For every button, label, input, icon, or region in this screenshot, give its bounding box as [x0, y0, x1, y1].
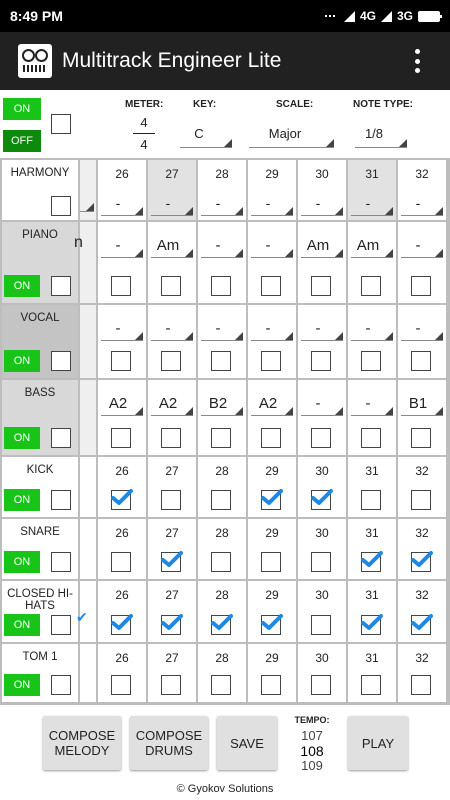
column-number: 28 [215, 167, 229, 181]
step-checkbox[interactable] [161, 675, 181, 695]
step-checkbox[interactable] [361, 428, 381, 448]
column-number: 27 [165, 588, 179, 602]
column-number: 32 [415, 588, 429, 602]
chord-select[interactable] [401, 192, 443, 216]
track-on-button[interactable]: ON [4, 674, 40, 696]
step-checkbox[interactable] [161, 428, 181, 448]
chord-select[interactable] [351, 317, 393, 341]
tempo-next: 109 [301, 758, 323, 773]
column-number: 28 [215, 588, 229, 602]
step-checkbox[interactable] [411, 552, 431, 572]
partial-chord: n [74, 234, 83, 251]
checkmark-icon [411, 613, 433, 636]
chord-select[interactable] [201, 192, 243, 216]
chord-value: A2 [108, 395, 128, 412]
column-number: 31 [365, 526, 379, 540]
checkmark-icon [111, 613, 133, 636]
column-number: 28 [215, 651, 229, 665]
chord-value: - [165, 320, 171, 337]
chord-select[interactable] [301, 392, 343, 416]
column-number: 32 [415, 464, 429, 478]
step-checkbox[interactable] [361, 675, 381, 695]
step-checkbox[interactable] [411, 615, 431, 635]
partial-column-cell [74, 222, 96, 303]
network-2: 3G [396, 9, 413, 23]
column-number: 30 [315, 167, 329, 181]
track-on-button[interactable]: ON [4, 350, 40, 372]
tempo-value: 108 [300, 743, 324, 759]
chord-select[interactable] [401, 392, 443, 416]
column-number: 26 [115, 167, 129, 181]
meter-divider [133, 133, 155, 134]
chord-value: - [265, 237, 271, 254]
column-number: 32 [415, 167, 429, 181]
column-number: 29 [265, 651, 279, 665]
column-number: 29 [265, 167, 279, 181]
column-number: 28 [215, 464, 229, 478]
meter-label: METER: [125, 99, 164, 110]
battery-icon [418, 11, 440, 22]
step-checkbox[interactable] [211, 615, 231, 635]
chord-value: Am [356, 237, 380, 254]
track-checkbox[interactable] [51, 615, 71, 635]
chord-select[interactable] [151, 192, 193, 216]
chord-select[interactable] [101, 192, 143, 216]
track-checkbox[interactable] [51, 490, 71, 510]
chord-value: B2 [208, 395, 228, 412]
partial-column-cell [80, 644, 96, 702]
checkmark-icon [361, 613, 383, 636]
column-number: 27 [165, 651, 179, 665]
chord-select[interactable] [101, 317, 143, 341]
status-icons [325, 9, 440, 23]
column-number: 30 [315, 526, 329, 540]
track-name-4: KICK [26, 464, 54, 476]
partial-column-cell [76, 581, 96, 642]
chord-value: - [265, 320, 271, 337]
track-on-button[interactable]: ON [4, 275, 40, 297]
checkmark-icon [211, 613, 233, 636]
column-number: 29 [265, 526, 279, 540]
step-checkbox[interactable] [261, 675, 281, 695]
step-checkbox[interactable] [111, 490, 131, 510]
app-bar [0, 32, 450, 90]
track-name-1: PIANO [22, 229, 58, 241]
partial-column-cell [80, 305, 96, 378]
chord-value: - [415, 195, 421, 211]
step-checkbox[interactable] [111, 428, 131, 448]
column-number: 26 [115, 588, 129, 602]
step-checkbox[interactable] [411, 490, 431, 510]
step-checkbox[interactable] [411, 351, 431, 371]
partial-column-cell [80, 160, 96, 220]
column-number: 31 [365, 588, 379, 602]
chord-select[interactable] [251, 192, 293, 216]
step-checkbox[interactable] [261, 615, 281, 635]
step-checkbox[interactable] [161, 490, 181, 510]
step-checkbox[interactable] [311, 428, 331, 448]
track-checkbox[interactable] [51, 351, 71, 371]
compose-melody-button[interactable]: COMPOSE MELODY [43, 716, 121, 770]
chord-value: - [215, 195, 221, 211]
chord-select[interactable] [201, 234, 243, 258]
partial-column-cell [80, 380, 96, 455]
save-button[interactable]: SAVE [217, 716, 277, 770]
step-checkbox[interactable] [161, 552, 181, 572]
chord-select[interactable] [301, 192, 343, 216]
step-checkbox[interactable] [311, 351, 331, 371]
step-checkbox[interactable] [161, 351, 181, 371]
key-select[interactable] [180, 124, 232, 148]
column-number: 31 [365, 651, 379, 665]
key-value: C [194, 126, 204, 141]
chord-select[interactable] [201, 392, 243, 416]
partial-column-cell [80, 457, 96, 517]
track-on-button[interactable]: ON [4, 489, 40, 511]
app-title: Multitrack Engineer Lite [62, 49, 282, 72]
play-button[interactable]: PLAY [348, 716, 408, 770]
step-checkbox[interactable] [111, 351, 131, 371]
partial-spinner [80, 198, 94, 212]
step-checkbox[interactable] [311, 276, 331, 296]
step-checkbox[interactable] [211, 490, 231, 510]
column-number: 27 [165, 526, 179, 540]
chord-value: A2 [158, 395, 178, 412]
column-number: 30 [315, 651, 329, 665]
track-on-button[interactable]: ON [4, 427, 40, 449]
tempo-label: TEMPO: [294, 715, 330, 725]
track-checkbox[interactable] [51, 276, 71, 296]
global-off-button[interactable]: OFF [3, 130, 41, 152]
track-name-5: SNARE [20, 526, 60, 538]
chord-select[interactable] [351, 234, 393, 258]
chord-value: - [315, 395, 321, 412]
chord-value: B1 [408, 395, 428, 412]
meter-bottom[interactable]: 4 [140, 137, 148, 152]
chord-select[interactable] [151, 317, 193, 341]
track-checkbox[interactable] [51, 552, 71, 572]
track-on-button[interactable]: ON [4, 551, 40, 573]
step-checkbox[interactable] [311, 490, 331, 510]
notification-dots-icon [325, 15, 335, 18]
chord-value: - [365, 195, 371, 211]
note-type-value: 1/8 [364, 126, 384, 141]
checkmark-icon [161, 550, 183, 573]
column-number: 30 [315, 464, 329, 478]
checkmark-icon [311, 488, 333, 511]
chord-value: - [415, 237, 421, 254]
track-grid [0, 158, 450, 705]
column-number: 30 [315, 588, 329, 602]
track-name-7: TOM 1 [22, 651, 58, 663]
global-on-button[interactable]: ON [3, 98, 41, 120]
step-checkbox[interactable] [261, 351, 281, 371]
chord-value: - [115, 320, 121, 337]
column-number: 27 [165, 464, 179, 478]
step-checkbox[interactable] [411, 276, 431, 296]
chord-select[interactable] [251, 234, 293, 258]
status-bar [0, 0, 450, 32]
step-checkbox[interactable] [261, 428, 281, 448]
tempo-prev: 107 [301, 728, 323, 743]
chord-select[interactable] [151, 234, 193, 258]
chord-value: - [215, 237, 221, 254]
compose-drums-button[interactable]: COMPOSE DRUMS [130, 716, 208, 770]
chord-value: Am [156, 237, 180, 254]
track-checkbox[interactable] [51, 428, 71, 448]
step-checkbox[interactable] [111, 552, 131, 572]
track-checkbox[interactable] [51, 675, 71, 695]
key-label: KEY: [193, 99, 217, 110]
scale-value: Major [268, 126, 302, 141]
column-number: 31 [365, 167, 379, 181]
controls-bar [0, 90, 450, 158]
chord-value: Am [306, 237, 330, 254]
step-checkbox[interactable] [311, 552, 331, 572]
column-number: 26 [115, 526, 129, 540]
checkmark-icon [261, 613, 283, 636]
footer [0, 705, 450, 800]
chord-select[interactable] [301, 234, 343, 258]
chord-select[interactable] [101, 234, 143, 258]
note-type-label: NOTE TYPE: [353, 99, 414, 110]
chord-value: - [265, 195, 271, 211]
network-1: 4G [359, 9, 376, 23]
column-number: 26 [115, 464, 129, 478]
chord-value: - [215, 320, 221, 337]
overflow-menu-icon[interactable] [415, 49, 420, 73]
column-number: 32 [415, 526, 429, 540]
signal-icon-2 [381, 11, 392, 22]
chord-select[interactable] [351, 392, 393, 416]
tempo-picker[interactable] [288, 729, 336, 771]
chord-select[interactable] [351, 192, 393, 216]
step-checkbox[interactable] [361, 552, 381, 572]
chord-select[interactable] [301, 317, 343, 341]
global-checkbox[interactable] [51, 114, 71, 134]
chord-value: - [415, 320, 421, 337]
track-checkbox[interactable] [51, 196, 71, 216]
column-number: 32 [415, 651, 429, 665]
chord-select[interactable] [101, 392, 143, 416]
track-name-2: VOCAL [20, 312, 60, 324]
chord-value: A2 [258, 395, 278, 412]
step-checkbox[interactable] [411, 428, 431, 448]
checkmark-icon [111, 488, 133, 511]
track-name-3: BASS [24, 387, 56, 399]
partial-check-icon: ✔ [76, 609, 88, 625]
tape-recorder-icon [18, 44, 52, 78]
step-checkbox[interactable] [361, 351, 381, 371]
status-time: 8:49 PM [10, 8, 63, 24]
step-checkbox[interactable] [211, 428, 231, 448]
column-number: 29 [265, 464, 279, 478]
column-number: 27 [165, 167, 179, 181]
chord-value: - [365, 320, 371, 337]
step-checkbox[interactable] [211, 351, 231, 371]
checkmark-icon [261, 488, 283, 511]
column-number: 31 [365, 464, 379, 478]
step-checkbox[interactable] [411, 675, 431, 695]
step-checkbox[interactable] [261, 276, 281, 296]
step-checkbox[interactable] [111, 615, 131, 635]
step-checkbox[interactable] [161, 615, 181, 635]
step-checkbox[interactable] [211, 675, 231, 695]
column-number: 29 [265, 588, 279, 602]
track-name-0: HARMONY [10, 167, 70, 179]
track-name-6: CLOSED HI-HATS [7, 588, 73, 612]
step-checkbox[interactable] [261, 552, 281, 572]
step-checkbox[interactable] [211, 276, 231, 296]
chord-select[interactable] [251, 317, 293, 341]
chord-select[interactable] [251, 392, 293, 416]
step-checkbox[interactable] [311, 615, 331, 635]
chord-value: - [115, 195, 121, 211]
step-checkbox[interactable] [261, 490, 281, 510]
copyright: © Gyokov Solutions [176, 783, 274, 795]
checkmark-icon [361, 550, 383, 573]
chord-value: - [365, 395, 371, 412]
scale-label: SCALE: [276, 99, 314, 110]
step-checkbox[interactable] [361, 276, 381, 296]
step-checkbox[interactable] [361, 615, 381, 635]
step-checkbox[interactable] [311, 675, 331, 695]
track-on-button[interactable]: ON [4, 614, 40, 636]
step-checkbox[interactable] [111, 675, 131, 695]
column-number: 28 [215, 526, 229, 540]
step-checkbox[interactable] [111, 276, 131, 296]
chord-select[interactable] [401, 317, 443, 341]
scale-select[interactable] [249, 124, 334, 148]
step-checkbox[interactable] [361, 490, 381, 510]
chord-value: - [315, 195, 321, 211]
chord-value: - [115, 237, 121, 254]
meter-top[interactable]: 4 [140, 115, 148, 130]
note-type-select[interactable] [355, 124, 407, 148]
step-checkbox[interactable] [161, 276, 181, 296]
chord-select[interactable] [201, 317, 243, 341]
partial-column-cell [80, 519, 96, 579]
chord-value: - [165, 195, 171, 211]
checkmark-icon [411, 550, 433, 573]
chord-select[interactable] [401, 234, 443, 258]
signal-icon [344, 11, 355, 22]
column-number: 26 [115, 651, 129, 665]
checkmark-icon [161, 613, 183, 636]
chord-value: - [315, 320, 321, 337]
step-checkbox[interactable] [211, 552, 231, 572]
chord-select[interactable] [151, 392, 193, 416]
